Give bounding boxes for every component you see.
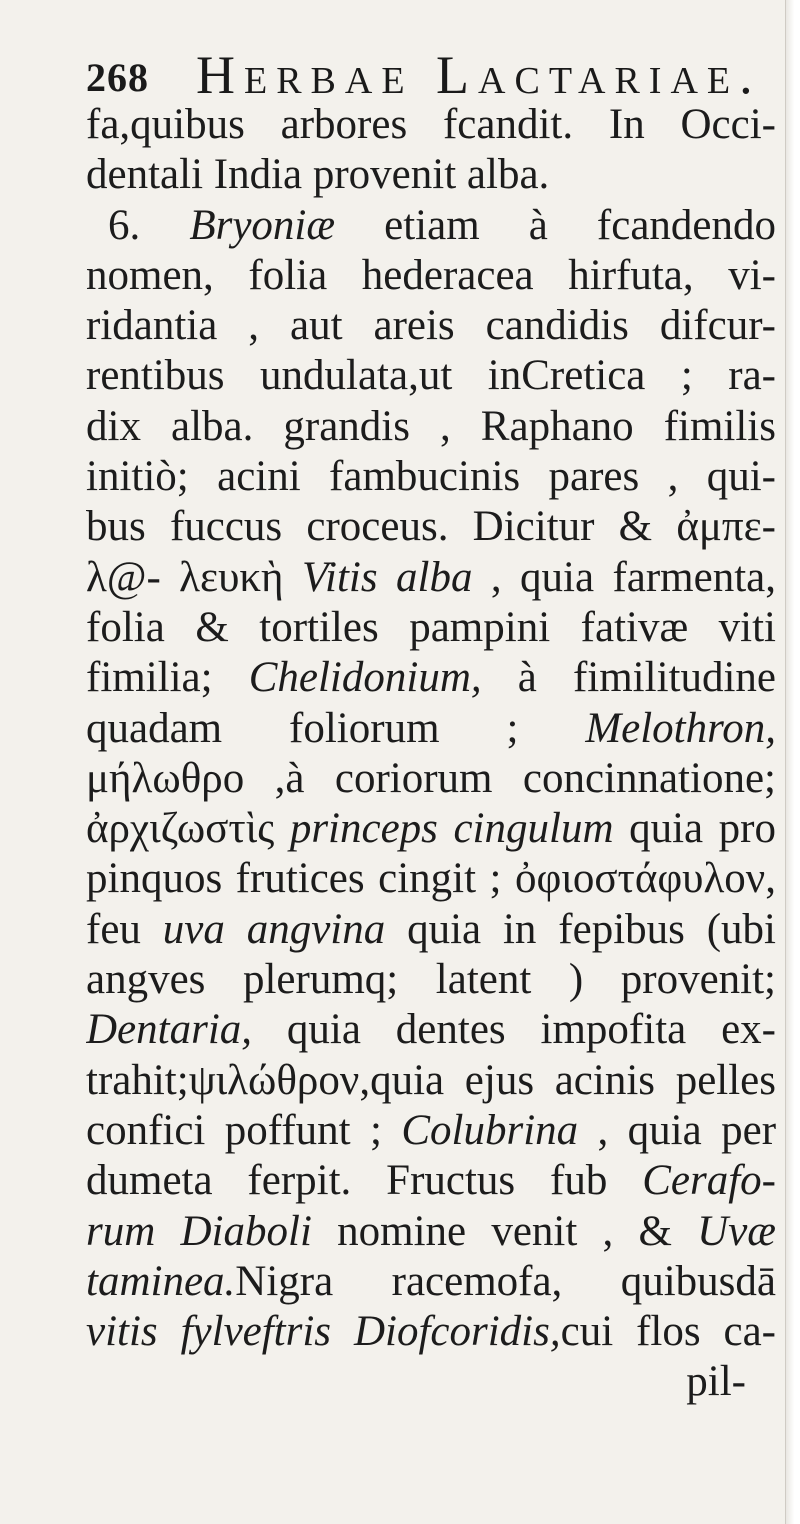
text-line [86, 754, 776, 804]
running-head: Herbae Lactariae. [196, 45, 762, 105]
italic-term: princeps cingulum [289, 805, 614, 853]
page-header [86, 40, 762, 105]
text-line [86, 150, 776, 200]
italic-term: Dentaria, [86, 1006, 253, 1054]
text-line [86, 804, 776, 854]
text-line [86, 905, 776, 955]
text-line [86, 603, 776, 653]
text-span: λ@- λευκὴ [86, 553, 302, 601]
text-line [86, 1207, 776, 1257]
italic-term: vitis fylveftris Diofcoridis, [86, 1308, 561, 1356]
page-edge [785, 0, 800, 1524]
text-span: nomen, folia hederacea hirfuta, vi- [86, 251, 776, 299]
text-span: pil- [686, 1358, 746, 1406]
text-line [86, 1106, 776, 1156]
text-span: fimilia; [86, 654, 249, 702]
text-line [86, 1156, 776, 1206]
text-span: , quia per [578, 1106, 776, 1154]
text-span: feu [86, 905, 163, 953]
text-span: Nigra racemofa, quibusdā [235, 1257, 776, 1305]
text-line [86, 553, 776, 603]
italic-term: uva angvina [162, 905, 386, 953]
text-line [86, 1005, 776, 1055]
text-line [86, 351, 776, 401]
text-span: quadam foliorum ; [86, 704, 586, 752]
text-span: dumeta ferpit. Fructus fub [86, 1157, 643, 1205]
text-span: folia & tortiles pampini fativæ viti [86, 603, 776, 651]
italic-term: Uvæ [697, 1207, 776, 1255]
text-line [86, 653, 776, 703]
text-span: , quia farmenta, [472, 553, 776, 601]
text-span: quia in fepibus (ubi [385, 905, 776, 953]
text-line [86, 1307, 776, 1357]
italic-term: Melothron, [585, 704, 776, 752]
italic-term: Cerafo- [642, 1157, 776, 1205]
text-span: dentali India provenit alba. [86, 151, 550, 199]
text-span: rentibus undulata,ut inCretica ; ra- [86, 352, 776, 400]
text-line [86, 251, 776, 301]
text-line [86, 201, 776, 251]
text-line [86, 502, 776, 552]
text-span: fa,quibus arbores fcandit. In Occi- [86, 101, 776, 148]
italic-term: taminea. [86, 1257, 236, 1305]
text-span: quia dentes impofita ex- [252, 1006, 776, 1054]
text-line [86, 955, 776, 1005]
text-span: dix alba. grandis , Raphano fimilis [86, 402, 776, 450]
text-span: quia pro [613, 805, 776, 853]
text-span: μήλωθρο ,à coriorum concinnatione; [86, 754, 776, 802]
text-span: etiam à fcandendo [335, 201, 776, 249]
italic-term: Colubrina [401, 1106, 579, 1154]
text-span: ἀρχιζωστὶς [86, 805, 290, 853]
text-span: nomine venit , & [311, 1207, 698, 1255]
text-span: initiò; acini fambucinis pares , qui- [86, 453, 776, 501]
text-line [86, 1056, 776, 1106]
text-line [86, 854, 776, 904]
italic-term: Chelidonium, [248, 654, 482, 702]
text-line [86, 704, 776, 754]
text-line [86, 100, 776, 150]
text-span: bus fuccus croceus. Dicitur & ἀμπε- [86, 503, 776, 551]
text-line [86, 1257, 776, 1307]
text-span: angves plerumq; latent ) provenit; [86, 956, 776, 1004]
text-span: confici poffunt ; [86, 1106, 402, 1154]
text-line [86, 452, 776, 502]
text-span: trahit;ψιλώθρον,quia ejus acinis pelles [86, 1056, 776, 1104]
italic-term: Vitis alba [301, 553, 473, 601]
page-number: 268 [86, 55, 149, 100]
text-span: 6. [108, 201, 190, 249]
text-span: ridantia , aut areis candidis difcur- [86, 302, 776, 350]
italic-term: Bryoniæ [189, 201, 336, 249]
text-line [86, 402, 776, 452]
text-span: cui flos ca- [560, 1308, 776, 1356]
text-line [86, 301, 776, 351]
italic-term: rum Diaboli [86, 1207, 312, 1255]
text-span: pinquos frutices cingit ; ὀφιοστάφυλον, [86, 855, 776, 903]
text-span: à fimilitudine [481, 654, 776, 702]
text-line [86, 1357, 776, 1407]
body-text [86, 100, 776, 1408]
